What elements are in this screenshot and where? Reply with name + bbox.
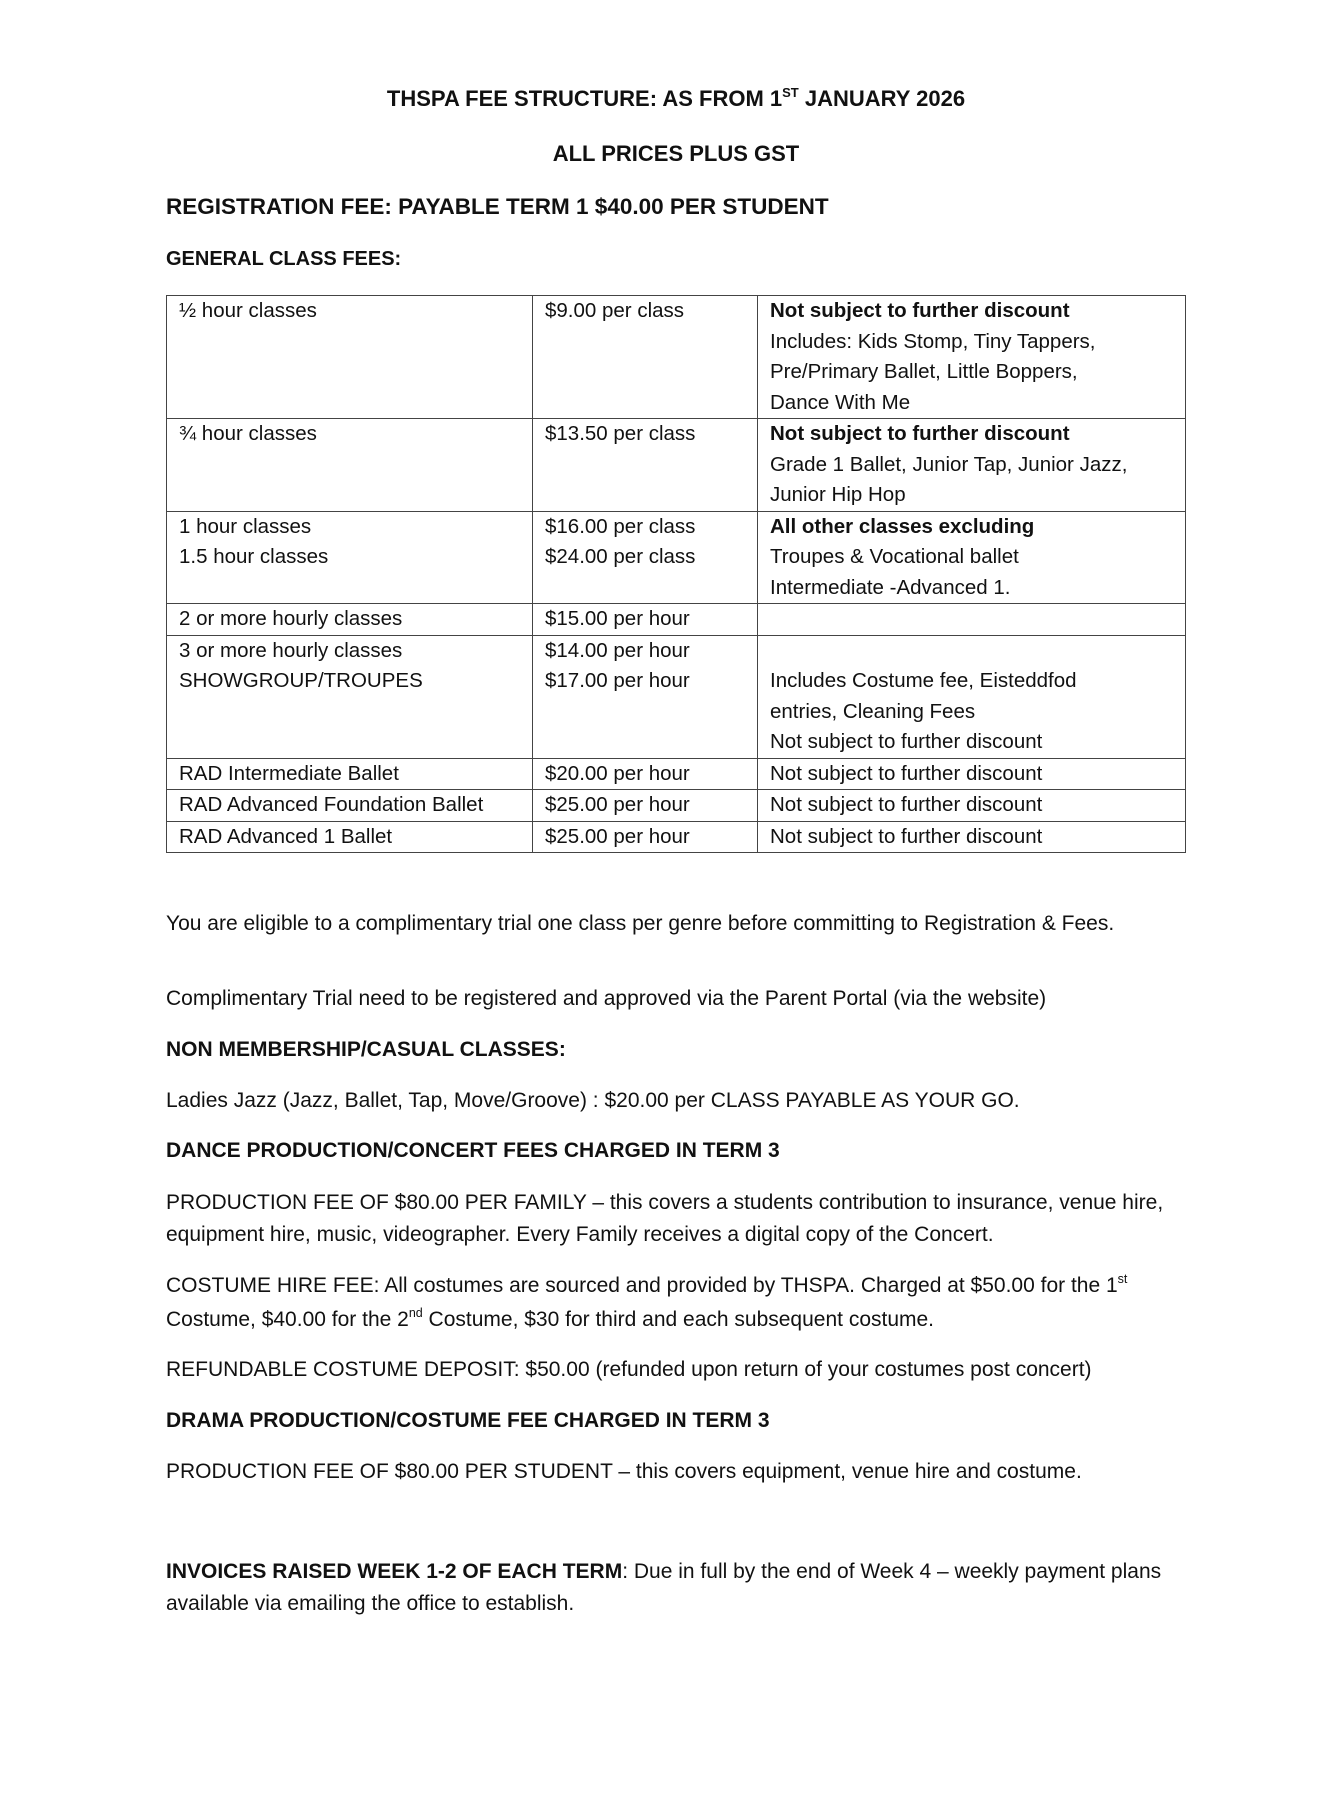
page-title: THSPA FEE STRUCTURE: AS FROM 1ST JANUARY 2026 [386,85,966,111]
cell-line: 1.5 hour classes [179,545,329,568]
cell-line: ½ hour classes [179,299,317,322]
cell-line: 1 hour classes [179,514,312,538]
registration-fee: REGISTRATION FEE: PAYABLE TERM 1 $40.00 PER STUDENT [166,194,829,219]
cell-line: $16.00 per class [545,514,696,538]
casual-classes-text: Ladies Jazz (Jazz, Ballet, Tap, Move/Groove) : $20.00 per CLASS PAYABLE AS YOUR GO. [166,1089,1020,1112]
notes-cell [758,419,1186,512]
cell-line: Intermediate -Advanced 1. [770,575,1011,599]
class-type-cell [167,758,533,790]
cell-line: $24.00 per class [545,545,696,568]
costume-deposit: REFUNDABLE COSTUME DEPOSIT: $50.00 (refunded upon return of your costumes post concert) [166,1358,1092,1381]
class-type-cell [167,790,533,822]
cell-line: $25.00 per hour [545,793,690,816]
price-cell [533,296,758,419]
class-type-cell [167,296,533,419]
trial-eligibility-text: You are eligible to a complimentary trial one class per genre before committing to Registration & Fees. [166,912,1115,935]
table-row [167,604,1186,636]
drama-production-fee: PRODUCTION FEE OF $80.00 PER STUDENT – this covers equipment, venue hire and costume. [166,1460,1082,1483]
casual-classes-heading: NON MEMBERSHIP/CASUAL CLASSES: [166,1038,566,1061]
cell-line: Not subject to further discount [770,793,1043,816]
cell-line: Includes: Kids Stomp, Tiny Tappers, [770,329,1096,353]
cell-line: RAD Intermediate Ballet [179,761,399,785]
notes-cell [758,296,1186,419]
cell-line: Troupes & Vocational ballet [770,545,1019,568]
cell-line: Pre/Primary Ballet, Little Boppers, [770,360,1078,383]
notes-cell [758,604,1186,636]
general-class-fees-heading: GENERAL CLASS FEES: [166,248,402,270]
notes-heading: Not subject to further discount [770,299,1070,322]
cell-line: Not subject to further discount [770,824,1043,848]
cell-line: $25.00 per hour [545,824,690,848]
cell-line: Dance With Me [770,390,911,414]
table-row [167,821,1186,853]
costume-hire-fee: COSTUME HIRE FEE: All costumes are sourced and provided by THSPA. Charged at $50.00 for the 1st Costume, $40.00 for the 2nd Costume, $30 for third and each subsequent costume. [166,1272,1128,1331]
table-row [167,790,1186,822]
cell-line: RAD Advanced 1 Ballet [179,824,393,848]
invoice-terms: INVOICES RAISED WEEK 1-2 OF EACH TERM: Due in full by the end of Week 4 – weekly payment plans available via emailing the office to establish. [166,1560,1162,1615]
class-type-cell [167,821,533,853]
gst-note: ALL PRICES PLUS GST [552,141,800,166]
notes-heading: All other classes excluding [770,514,1035,538]
price-cell [533,604,758,636]
cell-line: entries, Cleaning Fees [770,699,976,723]
cell-line: Not subject to further discount [770,761,1043,785]
notes-cell [758,511,1186,604]
price-cell [533,419,758,512]
cell-line: $17.00 per hour [545,669,690,692]
cell-line: ¾ hour classes [179,422,317,445]
notes-cell [758,635,1186,758]
cell-line: Not subject to further discount [770,730,1043,753]
dance-production-fee: PRODUCTION FEE OF $80.00 PER FAMILY – this covers a students contribution to insurance, venue hire, equipment hire, music, videographer. Every Family receives a digital copy of the Concert. [166,1191,1164,1246]
dance-production-heading: DANCE PRODUCTION/CONCERT FEES CHARGED IN TERM 3 [166,1139,780,1162]
cell-line: $20.00 per hour [545,761,690,785]
table-row [167,511,1186,604]
table-row [167,296,1186,419]
price-cell [533,758,758,790]
fee-table [166,295,1186,853]
class-type-cell [167,419,533,512]
cell-line: RAD Advanced Foundation Ballet [179,793,484,816]
table-row [167,419,1186,512]
price-cell [533,790,758,822]
class-type-cell [167,511,533,604]
cell-line: Includes Costume fee, Eisteddfod [770,669,1077,692]
drama-production-heading: DRAMA PRODUCTION/COSTUME FEE CHARGED IN TERM 3 [166,1409,770,1432]
cell-line [770,636,1185,667]
table-row [167,758,1186,790]
price-cell [533,821,758,853]
cell-line: SHOWGROUP/TROUPES [179,669,423,692]
cell-line: 3 or more hourly classes [179,638,403,662]
cell-line: $13.50 per class [545,422,696,445]
cell-line: $9.00 per class [545,299,685,322]
notes-heading: Not subject to further discount [770,422,1070,445]
price-cell [533,511,758,604]
notes-cell [758,758,1186,790]
trial-registration-text: Complimentary Trial need to be registered and approved via the Parent Portal (via the website) [166,987,1047,1010]
table-row [167,635,1186,758]
class-type-cell [167,635,533,758]
notes-cell [758,821,1186,853]
cell-line: Grade 1 Ballet, Junior Tap, Junior Jazz, [770,452,1128,476]
cell-line: Junior Hip Hop [770,483,906,506]
cell-line: $15.00 per hour [545,607,690,630]
notes-cell [758,790,1186,822]
cell-line: 2 or more hourly classes [179,607,403,630]
class-type-cell [167,604,533,636]
price-cell [533,635,758,758]
cell-line: $14.00 per hour [545,638,690,662]
